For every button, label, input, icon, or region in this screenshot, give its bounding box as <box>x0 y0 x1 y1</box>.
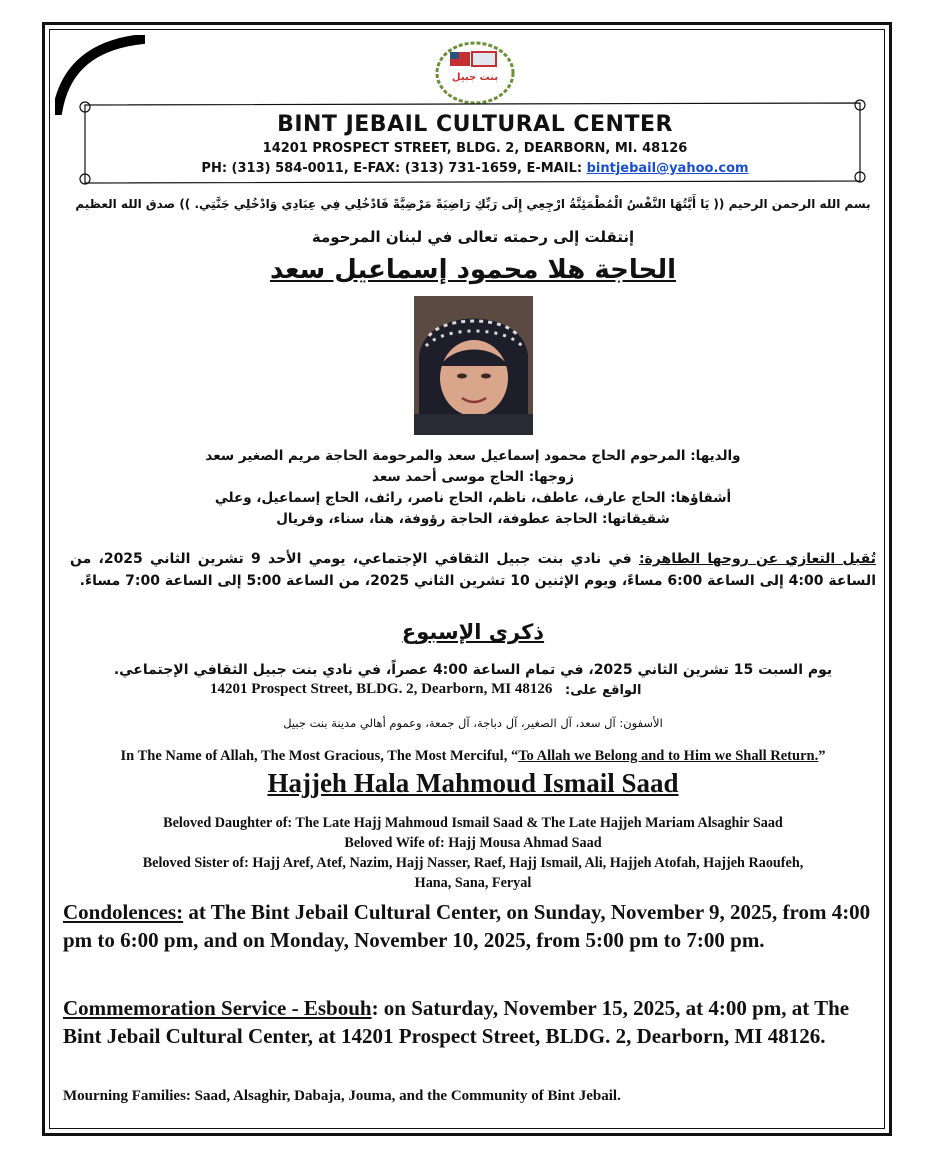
english-condolences <box>63 898 878 954</box>
contact-phones: PH: (313) 584-0011, E-FAX: (313) 731-1659, E-MAIL: <box>201 161 587 176</box>
deceased-photo <box>414 296 533 435</box>
bismillah-quote-end: ” <box>818 748 826 764</box>
center-address: 14201 PROSPECT STREET, BLDG. 2, DEARBORN, MI. 48126 <box>262 141 688 156</box>
english-commemoration-label: Commemoration Service - Esbouh <box>63 996 372 1020</box>
english-sister-cont: Hana, Sana, Feryal <box>414 875 532 891</box>
english-family <box>60 813 886 893</box>
english-wife: Beloved Wife of: Hajj Mousa Ahmad Saad <box>344 835 602 851</box>
arabic-mourners: الأسفون: آل سعد، آل الصغير، آل دباجة، آل جمعة، وعموم أهالي مدينة بنت جبيل <box>283 716 663 730</box>
arabic-esbouh-address-label: الواقع على: <box>565 683 642 698</box>
english-daughter: Beloved Daughter of: The Late Hajj Mahmoud Ismail Saad & The Late Hajjeh Mariam Alsaghir Saad <box>163 815 783 831</box>
arabic-brothers: أشقاؤها: الحاج عارف، عاطف، ناظم، الحاج ناصر، رائف، الحاج إسماعيل، وعلي <box>214 490 732 506</box>
english-mourning-families: Mourning Families: Saad, Alsaghir, Dabaja, Jouma, and the Community of Bint Jebail. <box>63 1088 621 1104</box>
arabic-esbouh-detail: يوم السبت 15 تشرين الثاني 2025، في تمام الساعة 4:00 عصراً، في نادي بنت جبيل الثقافي الإجتماعي. <box>113 662 833 678</box>
english-sister: Beloved Sister of: Hajj Aref, Atef, Nazim, Hajj Nasser, Raef, Hajj Ismail, Ali, Hajjeh Atofah, Hajjeh Raoufeh, <box>142 855 804 871</box>
center-name: BINT JEBAIL CULTURAL CENTER <box>277 112 673 137</box>
arabic-condolences <box>70 548 876 592</box>
english-commemoration-text: : on Saturday, November 15, 2025, at 4:00 pm, at The Bint Jebail Cultural Center, at 14201 Prospect Street, BLDG. 2, Dearborn, MI 48126. <box>63 996 850 1048</box>
quran-verse: بسم الله الرحمن الرحيم (( يَا أَيَّتُهَا النَّفْسُ الْمُطْمَئِنَّةُ ارْجِعِي إِلَى رَبِّكِ رَاضِيَةً مَرْضِيَّةً فَادْخُلِي فِي عِبَادِي وَادْخُلِي جَنَّتِي. )) صدق الله العظيم <box>75 197 871 211</box>
arabic-parents: والديها: المرحوم الحاج محمود إسماعيل سعد والمرحومة الحاجة مريم الصغير سعد <box>205 448 741 464</box>
arabic-sisters: شقيقاتها: الحاجة عطوفة، الحاجة رؤوفة، هنا، سناء، وفريال <box>276 511 670 527</box>
arabic-esbouh-title: ذكرى الإسبوع <box>401 620 545 644</box>
center-contact <box>130 161 820 176</box>
arabic-condolences-text: في نادي بنت جبيل الثقافي الإجتماعي، يومي الأحد 9 تشرين الثاني 2025، من الساعة 4:00 إلى الساعة 6:00 مساءً، ويوم الإثنين 10 تشرين الثاني 2025، من الساعة 5:00 إلى الساعة 7:00 مساءً. <box>70 551 876 589</box>
arabic-condolences-label: تُقبل التعازي عن روحها الطاهرة: <box>638 551 876 567</box>
english-commemoration <box>63 994 878 1050</box>
arabic-husband: زوجها: الحاج موسى أحمد سعد <box>372 469 574 485</box>
english-condolences-text: at The Bint Jebail Cultural Center, on Sunday, November 9, 2025, from 4:00 pm to 6:00 pm, and on Monday, November 10, 2025, from 5:00 pm to 7:00 pm. <box>63 900 871 952</box>
bismillah-quote: To Allah we Belong and to Him we Shall Return. <box>518 748 819 764</box>
english-condolences-label: Condolences: <box>63 900 184 924</box>
bismillah-text: In The Name of Allah, The Most Gracious, The Most Merciful, “ <box>120 748 519 764</box>
svg-text:بنت جبيل: بنت جبيل <box>451 72 499 83</box>
english-bismillah <box>60 748 886 765</box>
arabic-intro: إنتقلت إلى رحمته تعالى في لبنان المرحومة <box>311 228 635 246</box>
header <box>130 112 820 176</box>
arabic-family <box>60 446 886 530</box>
esbouh-address: 14201 Prospect Street, BLDG. 2, Dearborn, MI 48126 <box>210 681 553 697</box>
arabic-deceased-name: الحاجة هلا محمود إسماعيل سعد <box>269 255 677 285</box>
english-deceased-name: Hajjeh Hala Mahmoud Ismail Saad <box>267 768 679 798</box>
email-link[interactable]: bintjebail@yahoo.com <box>586 161 749 176</box>
